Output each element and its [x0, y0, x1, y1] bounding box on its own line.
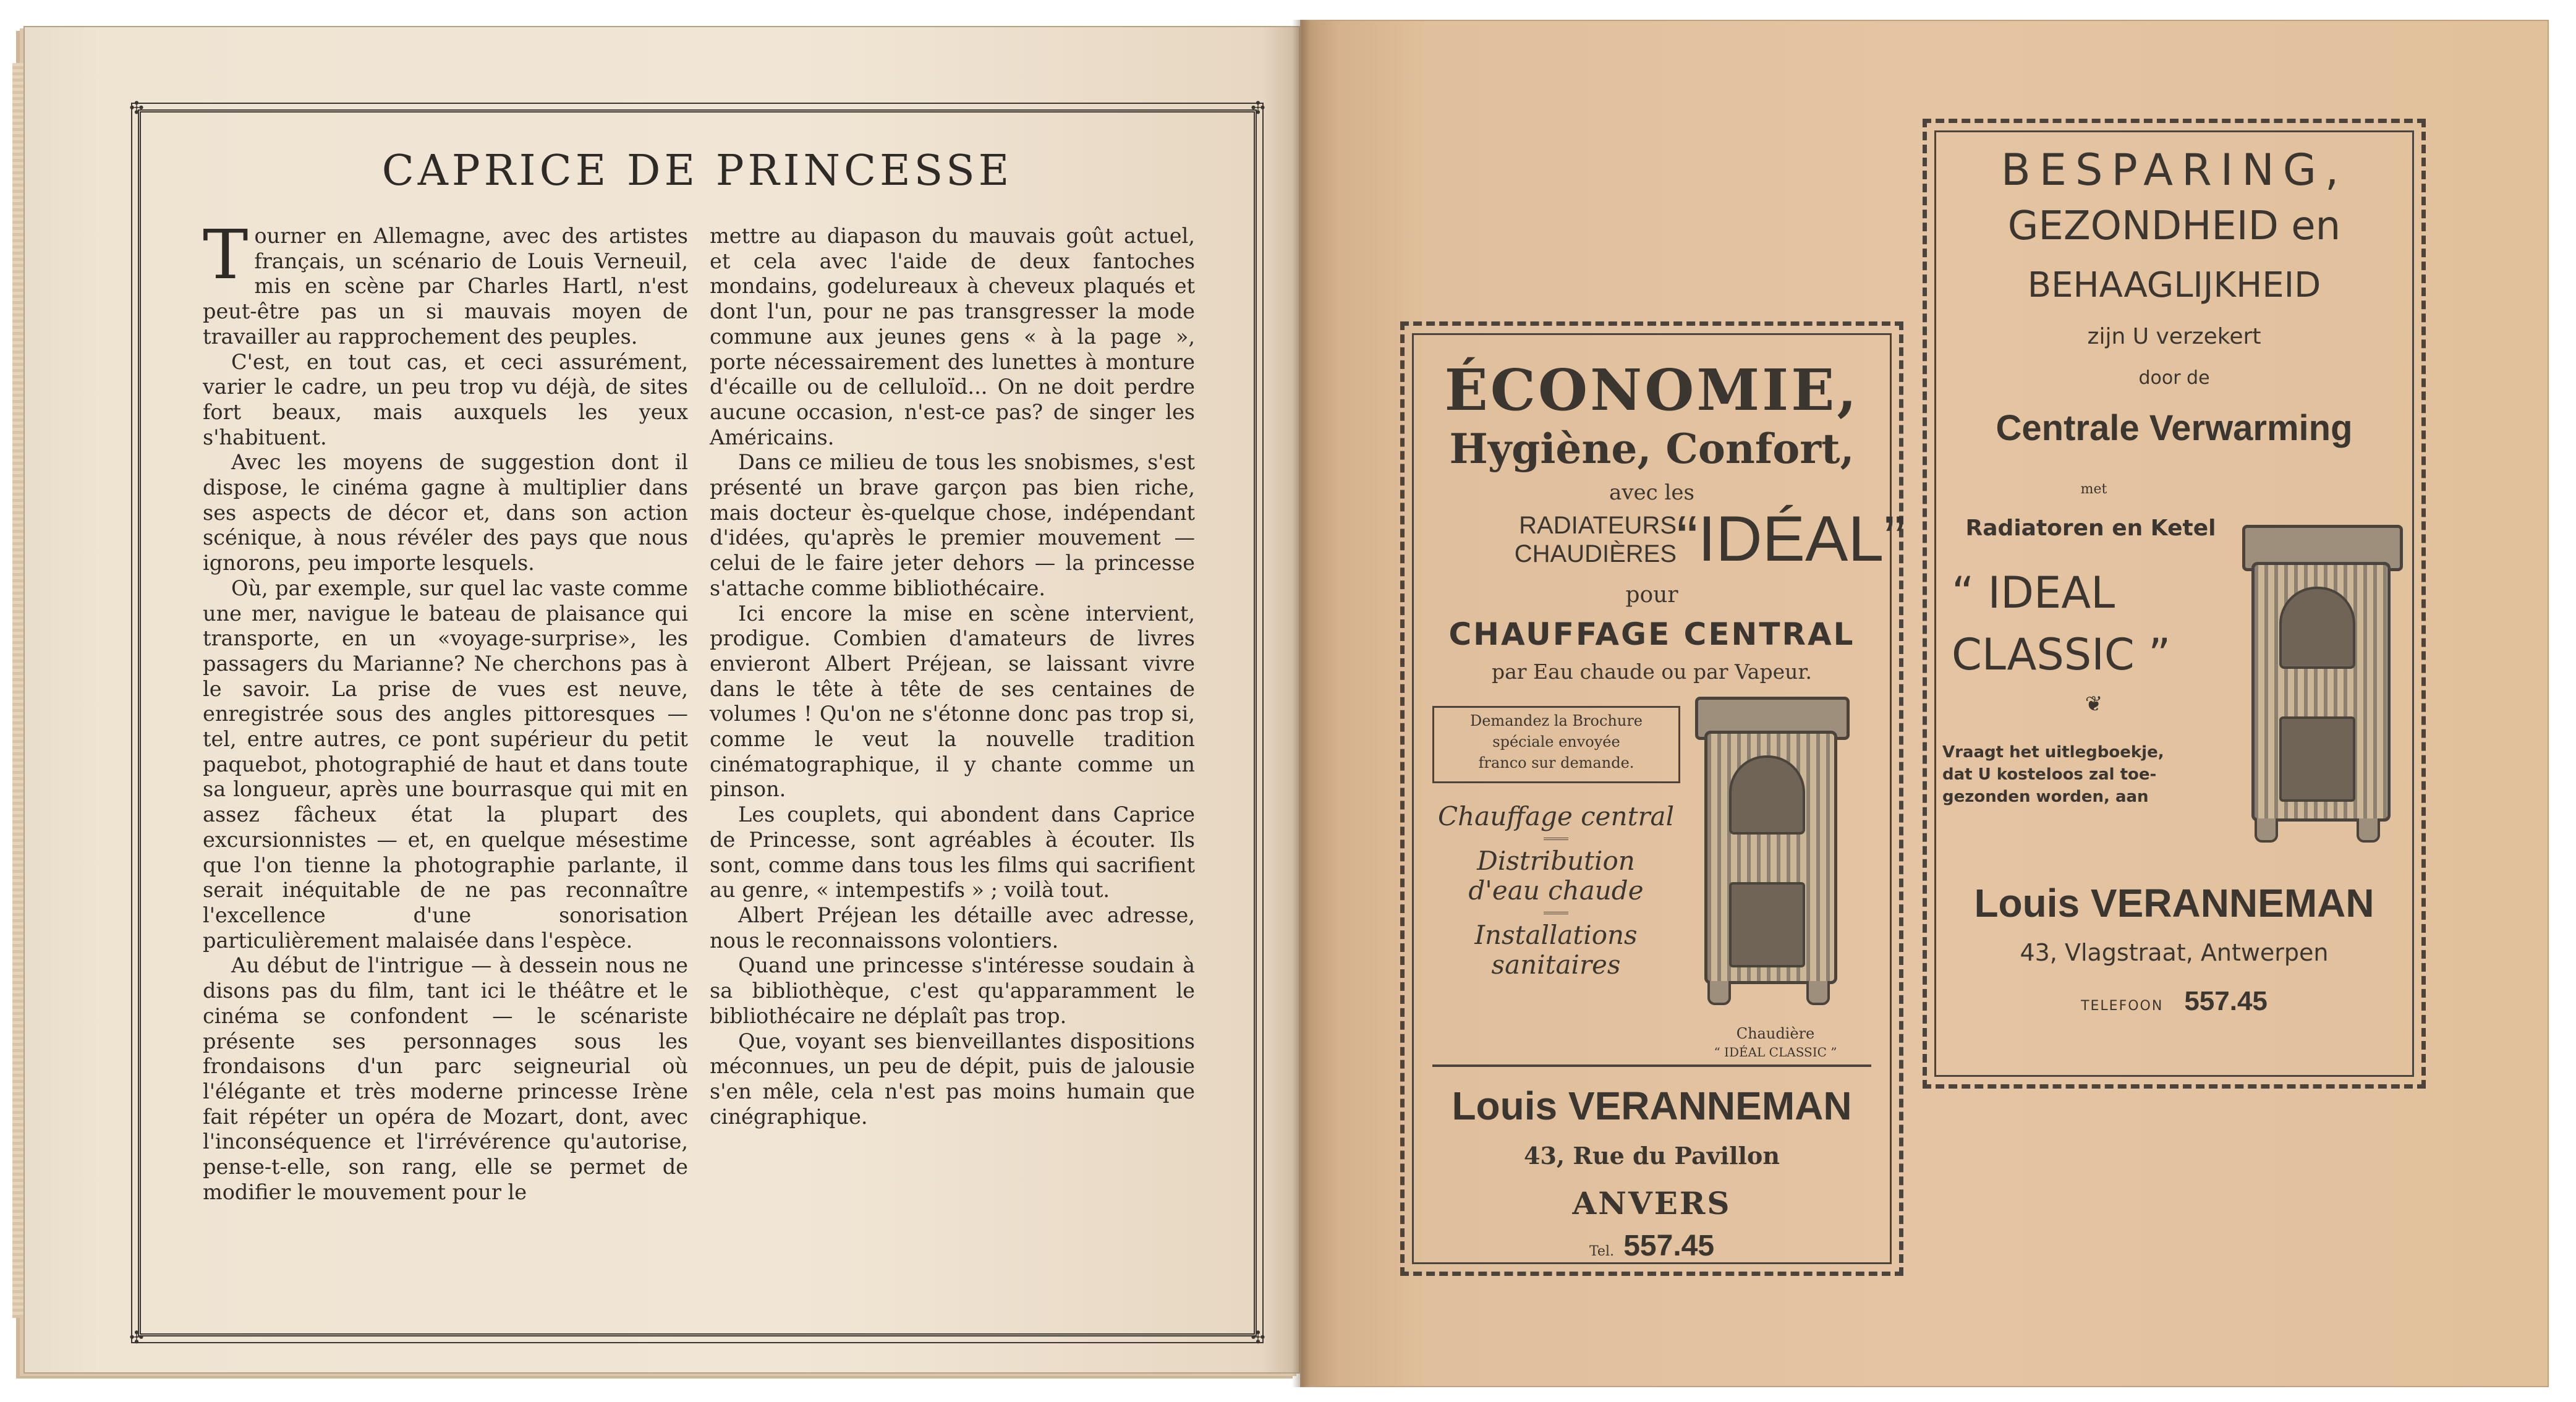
paragraph: Dans ce milieu de tous les snobismes, s'est présenté un brave garçon pas bien riche, mais docteur ès-quelque chose, indépendant d'idées, qu'après le premier mouvement — celui de le faire jeter dehors — la princesse s'attache comme bibliothécaire.: [710, 450, 1195, 600]
ad-text: door de: [2138, 367, 2210, 389]
ad-brand: “IDÉAL”: [1677, 503, 1905, 575]
paragraph: Que, voyant ses bienveillantes dispositions méconnues, un peu de dépit, puis de jalousie s'en mêle, cela n'est pas moins humain que cinégraphique.: [710, 1029, 1195, 1129]
boiler-illustration: [2242, 525, 2409, 859]
spine: [1292, 20, 1311, 1387]
service-list: Chauffage central Distribution d'eau chaude Installations sanitaires: [1437, 801, 1675, 980]
paragraph: Les couplets, qui abondent dans Caprice de Princesse, sont agréables à écouter. Ils sont, comme dans tous les films qui sacrifient au genre, « intempestifs » ; voilà tout.: [710, 802, 1195, 903]
corner-ornament-icon: ✣: [129, 98, 144, 118]
article-title: CAPRICE DE PRINCESSE: [381, 147, 1013, 195]
paragraph: Où, par exemple, sur quel lac vaste comme une mer, navigue le bateau de plaisance qui transporte, en un «voyage-surprise», les passagers du Marianne? Ne cherchons pas à le savoir. La prise de vues est neuve, enregistrée sous des angles pittoresques — tel, entre autres, ce pont supérieur du petit paquebot, photographié de haut et dans toute sa longueur, après une bourrasque qui mit en assez fâcheux état la plupart des excursionnistes — et, en quelque mésestime que l'on tienne la photographie parlante, il serait inéquitable de ne pas reconnaître l'excellence d'une sonorisation particulièrement malaisée dans l'espèce.: [203, 576, 688, 953]
article-frame: [129, 98, 1265, 1348]
corner-ornament-icon: ✣: [129, 1327, 144, 1348]
ad-subheadline: Hygiène, Confort,: [1449, 425, 1855, 473]
ad-headline: GEZONDHEID en: [2007, 203, 2341, 249]
ad-address: 43, Vlagstraat, Antwerpen: [2020, 939, 2329, 966]
ad-product-labels: RADIATEURS CHAUDIÈRES: [1514, 512, 1677, 567]
ad-city: ANVERS: [1572, 1185, 1732, 1221]
paragraph: Tourner en Allemagne, avec des artistes français, un scénario de Louis Verneuil, mis en scène par Charles Hartl, n'est peut-être pas un si mauvais moyen de travailler au rapprochement des peuples.: [203, 215, 688, 349]
paragraph: mettre au diapason du mauvais goût actuel, et cela avec l'aide de deux fantoches mondains, godelureaux à cheveux plaqués et dont l'un, pour ne pas transgresser la mode commune aux jeunes gens « à la page », porte nécessairement des lunettes à monture d'écaille ou de celluloïd... On ne doit perdre aucune occasion, n'est-ce pas? de singer les Américains.: [710, 224, 1195, 449]
page-edges: [12, 63, 23, 1318]
corner-ornament-icon: ✣: [1251, 1327, 1265, 1348]
paragraph: Quand une princesse s'intéresse soudain à sa bibliothèque, c'est qu'apparamment le bibliothécaire ne déplaît pas trop.: [710, 953, 1195, 1028]
ad-service-title: CHAUFFAGE CENTRAL: [1448, 616, 1855, 652]
article-column-1: [203, 215, 688, 1205]
illustration-caption: Chaudière “ IDÉAL CLASSIC ”: [1714, 1025, 1837, 1060]
ad-text: Radiatoren en Ketel: [1965, 516, 2216, 541]
ad-text: zijn U verzekert: [2087, 324, 2261, 349]
ad-address: 43, Rue du Pavillon: [1524, 1142, 1780, 1170]
brochure-box: Demandez la Brochure spéciale envoyée franco sur demande.: [1432, 706, 1680, 783]
ad-telephone: Tel. 557.45: [1589, 1230, 1715, 1262]
fleuron-icon: ❦: [2085, 692, 2103, 716]
ad-text: avec les: [1609, 480, 1694, 505]
ad-service-title: Centrale Verwarming: [1996, 408, 2353, 448]
divider: [1432, 1064, 1871, 1067]
article-column-2: [710, 224, 1195, 1129]
drop-cap: T: [203, 215, 249, 294]
paragraph: Albert Préjean les détaille avec adresse, nous le reconnaissons volontiers.: [710, 903, 1195, 953]
ad-company-name: Louis VERANNEMAN: [1452, 1084, 1852, 1128]
ad-headline: ÉCONOMIE,: [1444, 357, 1860, 423]
ad-text: met: [2080, 482, 2107, 497]
boiler-illustration: [1695, 697, 1856, 1018]
corner-ornament-icon: ✣: [1251, 98, 1265, 118]
ad-company-name: Louis VERANNEMAN: [1974, 881, 2374, 925]
dutch-advertisement: [1923, 119, 2426, 1089]
ad-info: Vraagt het uitlegboekje, dat U kosteloos zal toe- gezonden worden, aan: [1942, 743, 2164, 806]
ad-headline: BESPARING,: [2000, 145, 2348, 195]
paragraph: Au début de l'intrigue — à dessein nous ne disons pas du film, tant ici le théâtre et le cinéma se confondent — le scénariste présente ses personnages sous les frondaisons d'un parc seigneurial où l'élégante et très moderne princesse Irène fait répéter un opéra de Mozart, dont, avec l'inconséquence et l'irrévérence qu'autorise, pense-t-elle, son rang, elle se permet de modifier le mouvement pour le: [203, 953, 688, 1204]
left-page: [23, 26, 1300, 1374]
ad-brand: “ IDEAL CLASSIC ”: [1952, 567, 2171, 680]
paragraph: C'est, en tout cas, et ceci assurément, varier le cadre, un peu trop vu déjà, de sites fort beaux, mais auxquels les yeux s'habituent.: [203, 349, 688, 449]
ad-text: par Eau chaude ou par Vapeur.: [1491, 660, 1813, 684]
paragraph: Ici encore la mise en scène intervient, prodigue. Combien d'amateurs de livres envieront Albert Préjean, se laissant vivre dans le tête à tête de ses centaines de volumes ! Qu'on ne s'étonne donc pas trop si, comme le veut la nouvelle tradition cinématographique, il y chante comme un pinson.: [710, 601, 1195, 802]
french-advertisement: [1400, 321, 1903, 1276]
ad-headline: BEHAAGLIJKHEID: [2027, 265, 2321, 305]
ad-telephone: TELEFOON 557.45: [2081, 986, 2268, 1016]
paragraph: Avec les moyens de suggestion dont il dispose, le cinéma gagne à multiplier dans ses aspects de décor et, dans son action scénique, à nous révéler des pays que nous ignorons, peu importe lesquels.: [203, 450, 688, 576]
ad-text: pour: [1625, 582, 1678, 608]
